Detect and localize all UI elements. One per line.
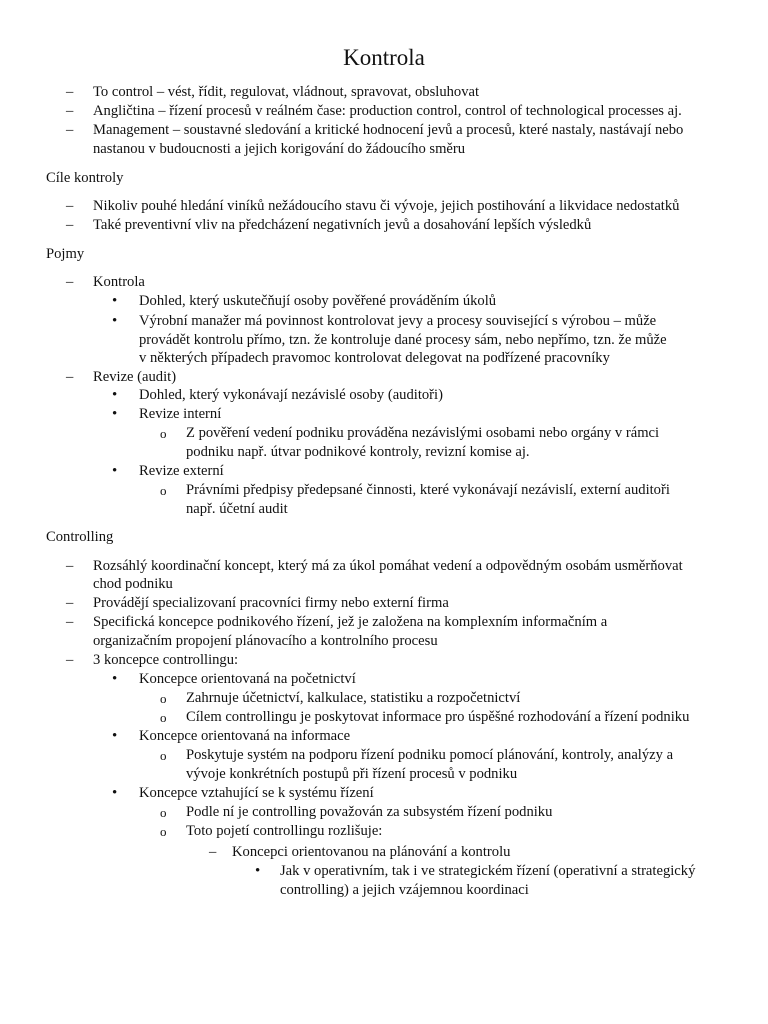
revize-interni: Revize interní (139, 406, 222, 422)
intro-item-1: To control – vést, řídit, regulovat, vládnout, spravovat, obsluhovat (93, 84, 480, 100)
koncepce-2-sub-1-cont: vývoje konkrétních postupů při řízení procesů v podniku (186, 766, 518, 782)
circle-marker: o (160, 691, 167, 706)
kontrola-bullet-2-cont: provádět kontrolu přímo, tzn. že kontroluje dané procesy sám, nebo nepřímo, tzn. že může (139, 332, 667, 348)
pojmy-kontrola: Kontrola (93, 274, 145, 290)
dash-marker: – (66, 217, 74, 233)
controlling-item-2: Provádějí specializovaní pracovníci firmy nebo externí firma (93, 595, 449, 611)
bullet-marker: • (112, 671, 118, 687)
circle-marker: o (160, 426, 167, 441)
koncepce-1-sub-1: Zahrnuje účetnictví, kalkulace, statistiku a rozpočetnictví (186, 690, 521, 706)
controlling-item-1: Rozsáhlý koordinační koncept, který má za úkol pomáhat vedení a odpovědným osobám usměrňovat (93, 558, 683, 574)
revize-externi-sub: Právními předpisy předepsané činnosti, které vykonávají nezávislí, externí auditoři (186, 482, 670, 498)
intro-item-3: Management – soustavné sledování a kritické hodnocení jevů a procesů, které nastaly, nastávají nebo (93, 122, 684, 138)
koncepce-1: Koncepce orientovaná na početnictví (139, 671, 356, 687)
circle-marker: o (160, 748, 167, 763)
koncepce-2: Koncepce orientovaná na informace (139, 728, 351, 744)
revize-interni-sub-cont: podniku např. útvar podnikové kontroly, revizní komise aj. (186, 444, 530, 460)
bullet-marker: • (112, 313, 118, 329)
controlling-item-3: Specifická koncepce podnikového řízení, jež je založena na komplexním informačním a (93, 614, 608, 630)
pojmy-revize: Revize (audit) (93, 369, 177, 385)
bullet-marker: • (112, 387, 118, 403)
circle-marker: o (160, 805, 167, 820)
controlling-item-1-cont: chod podniku (93, 576, 173, 592)
koncepce-3-dash: Koncepci orientovanou na plánování a kontrolu (232, 844, 511, 860)
bullet-marker: • (112, 785, 118, 801)
dash-marker: – (66, 84, 74, 100)
koncepce-3-sub-1: Podle ní je controlling považován za subsystém řízení podniku (186, 804, 553, 820)
revize-externi: Revize externí (139, 463, 224, 479)
controlling-item-4: 3 koncepce controllingu: (93, 652, 239, 668)
section-heading-pojmy: Pojmy (46, 246, 85, 262)
revize-interni-sub: Z pověření vedení podniku prováděna nezávislými osobami nebo orgány v rámci (186, 425, 660, 441)
koncepce-3: Koncepce vztahující se k systému řízení (139, 785, 374, 801)
dash-marker: – (209, 844, 217, 860)
cile-item-1: Nikoliv pouhé hledání viníků nežádoucího stavu či vývoje, jejich postihování a likvidace nedostatků (93, 198, 680, 214)
bullet-marker: • (112, 406, 118, 422)
dash-marker: – (66, 103, 74, 119)
kontrola-bullet-2: Výrobní manažer má povinnost kontrolovat jevy a procesy související s výrobou – může (139, 313, 657, 329)
bullet-marker: • (112, 293, 118, 309)
bullet-marker: • (112, 728, 118, 744)
section-heading-cile: Cíle kontroly (46, 170, 124, 186)
dash-marker: – (66, 369, 74, 385)
dash-marker: – (66, 595, 74, 611)
koncepce-3-bullet: Jak v operativním, tak i ve strategickém řízení (operativní a strategický (280, 863, 696, 879)
circle-marker: o (160, 483, 167, 498)
koncepce-3-sub-2: Toto pojetí controllingu rozlišuje: (186, 823, 383, 839)
koncepce-1-sub-2: Cílem controllingu je poskytovat informace pro úspěšné rozhodování a řízení podniku (186, 709, 690, 725)
section-heading-controlling: Controlling (46, 529, 114, 545)
dash-marker: – (66, 558, 74, 574)
revize-bullet-1: Dohled, který vykonávají nezávislé osoby (auditoři) (139, 387, 443, 403)
dash-marker: – (66, 274, 74, 290)
intro-item-3-cont: nastanou v budoucnosti a jejich korigování do žádoucího směru (93, 141, 466, 157)
koncepce-2-sub-1: Poskytuje systém na podporu řízení podniku pomocí plánování, kontroly, analýzy a (186, 747, 674, 763)
circle-marker: o (160, 710, 167, 725)
koncepce-3-bullet-cont: controlling) a jejich vzájemnou koordinaci (280, 882, 529, 898)
dash-marker: – (66, 614, 74, 630)
cile-item-2: Také preventivní vliv na předcházení negativních jevů a dosahování lepších výsledků (93, 217, 592, 233)
intro-item-2: Angličtina – řízení procesů v reálném čase: production control, control of technological processes aj. (93, 103, 682, 119)
bullet-marker: • (112, 463, 118, 479)
page-title: Kontrola (343, 45, 425, 70)
bullet-marker: • (255, 863, 261, 879)
revize-externi-sub-cont: např. účetní audit (186, 501, 288, 517)
controlling-item-3-cont: organizačním propojení plánovacího a kontrolního procesu (93, 633, 438, 649)
dash-marker: – (66, 652, 74, 668)
dash-marker: – (66, 198, 74, 214)
kontrola-bullet-2-cont: v některých případech pravomoc kontrolovat delegovat na podřízené pracovníky (139, 350, 610, 366)
circle-marker: o (160, 824, 167, 839)
kontrola-bullet-1: Dohled, který uskutečňují osoby pověřené prováděním úkolů (139, 293, 497, 309)
dash-marker: – (66, 122, 74, 138)
